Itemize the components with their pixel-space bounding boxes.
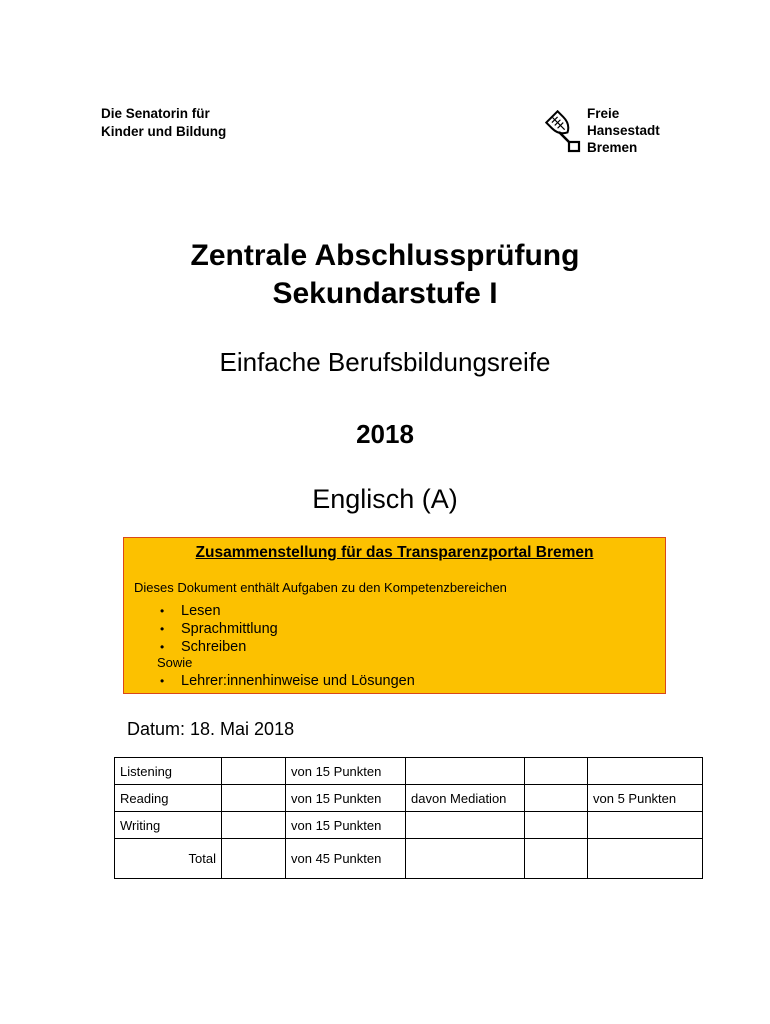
title-line-1: Zentrale Abschlussprüfung	[190, 239, 580, 272]
list-item: • Schreiben	[124, 638, 278, 656]
state-block	[587, 105, 660, 156]
table-cell: davon Mediation	[406, 785, 525, 812]
table-row	[115, 785, 703, 812]
table-cell: von 15 Punkten	[286, 785, 406, 812]
state-line-2: Hansestadt	[587, 123, 660, 138]
table-cell: Listening	[115, 758, 222, 785]
table-cell	[588, 812, 703, 839]
table-cell	[406, 839, 525, 879]
info-box-sowie: Sowie	[157, 655, 193, 670]
table-cell: Total	[115, 839, 222, 879]
score-table	[114, 757, 703, 879]
state-line-3: Bremen	[587, 140, 638, 155]
extra-list	[124, 672, 415, 690]
competency-list	[124, 602, 278, 656]
bremen-key-crest-icon	[545, 110, 585, 156]
table-cell[interactable]	[222, 812, 286, 839]
table-cell[interactable]	[222, 785, 286, 812]
table-cell[interactable]	[525, 785, 588, 812]
table-cell	[406, 758, 525, 785]
table-cell[interactable]	[525, 839, 588, 879]
table-cell: Writing	[115, 812, 222, 839]
table-cell: von 45 Punkten	[286, 839, 406, 879]
document-title	[0, 237, 770, 313]
issuer-line-2: Kinder und Bildung	[101, 124, 227, 139]
issuer-line-1: Die Senatorin für	[101, 106, 210, 121]
table-cell[interactable]	[222, 839, 286, 879]
table-cell[interactable]	[525, 812, 588, 839]
info-box-title: Zusammenstellung für das Transparenzportal Bremen	[195, 544, 594, 561]
exam-date: Datum: 18. Mai 2018	[127, 719, 295, 739]
state-line-1: Freie	[587, 106, 620, 121]
table-cell[interactable]	[222, 758, 286, 785]
list-item: • Lesen	[124, 602, 278, 620]
list-item: • Sprachmittlung	[124, 620, 278, 638]
table-cell: Reading	[115, 785, 222, 812]
table-cell	[588, 839, 703, 879]
table-row	[115, 839, 703, 879]
table-row	[115, 812, 703, 839]
issuer-block	[101, 105, 226, 141]
table-cell[interactable]	[525, 758, 588, 785]
document-subtitle: Einfache Berufsbildungsreife	[219, 347, 551, 377]
table-cell: von 15 Punkten	[286, 812, 406, 839]
table-cell: von 15 Punkten	[286, 758, 406, 785]
table-cell: von 5 Punkten	[588, 785, 703, 812]
table-cell	[588, 758, 703, 785]
info-box-intro: Dieses Dokument enthält Aufgaben zu den Kompetenzbereichen	[134, 580, 507, 595]
exam-year: 2018	[356, 419, 414, 449]
table-cell	[406, 812, 525, 839]
title-line-2: Sekundarstufe I	[272, 277, 498, 310]
list-item: • Lehrer:innenhinweise und Lösungen	[124, 672, 415, 690]
transparency-info-box	[123, 537, 666, 694]
table-row	[115, 758, 703, 785]
exam-subject: Englisch (A)	[312, 484, 458, 514]
